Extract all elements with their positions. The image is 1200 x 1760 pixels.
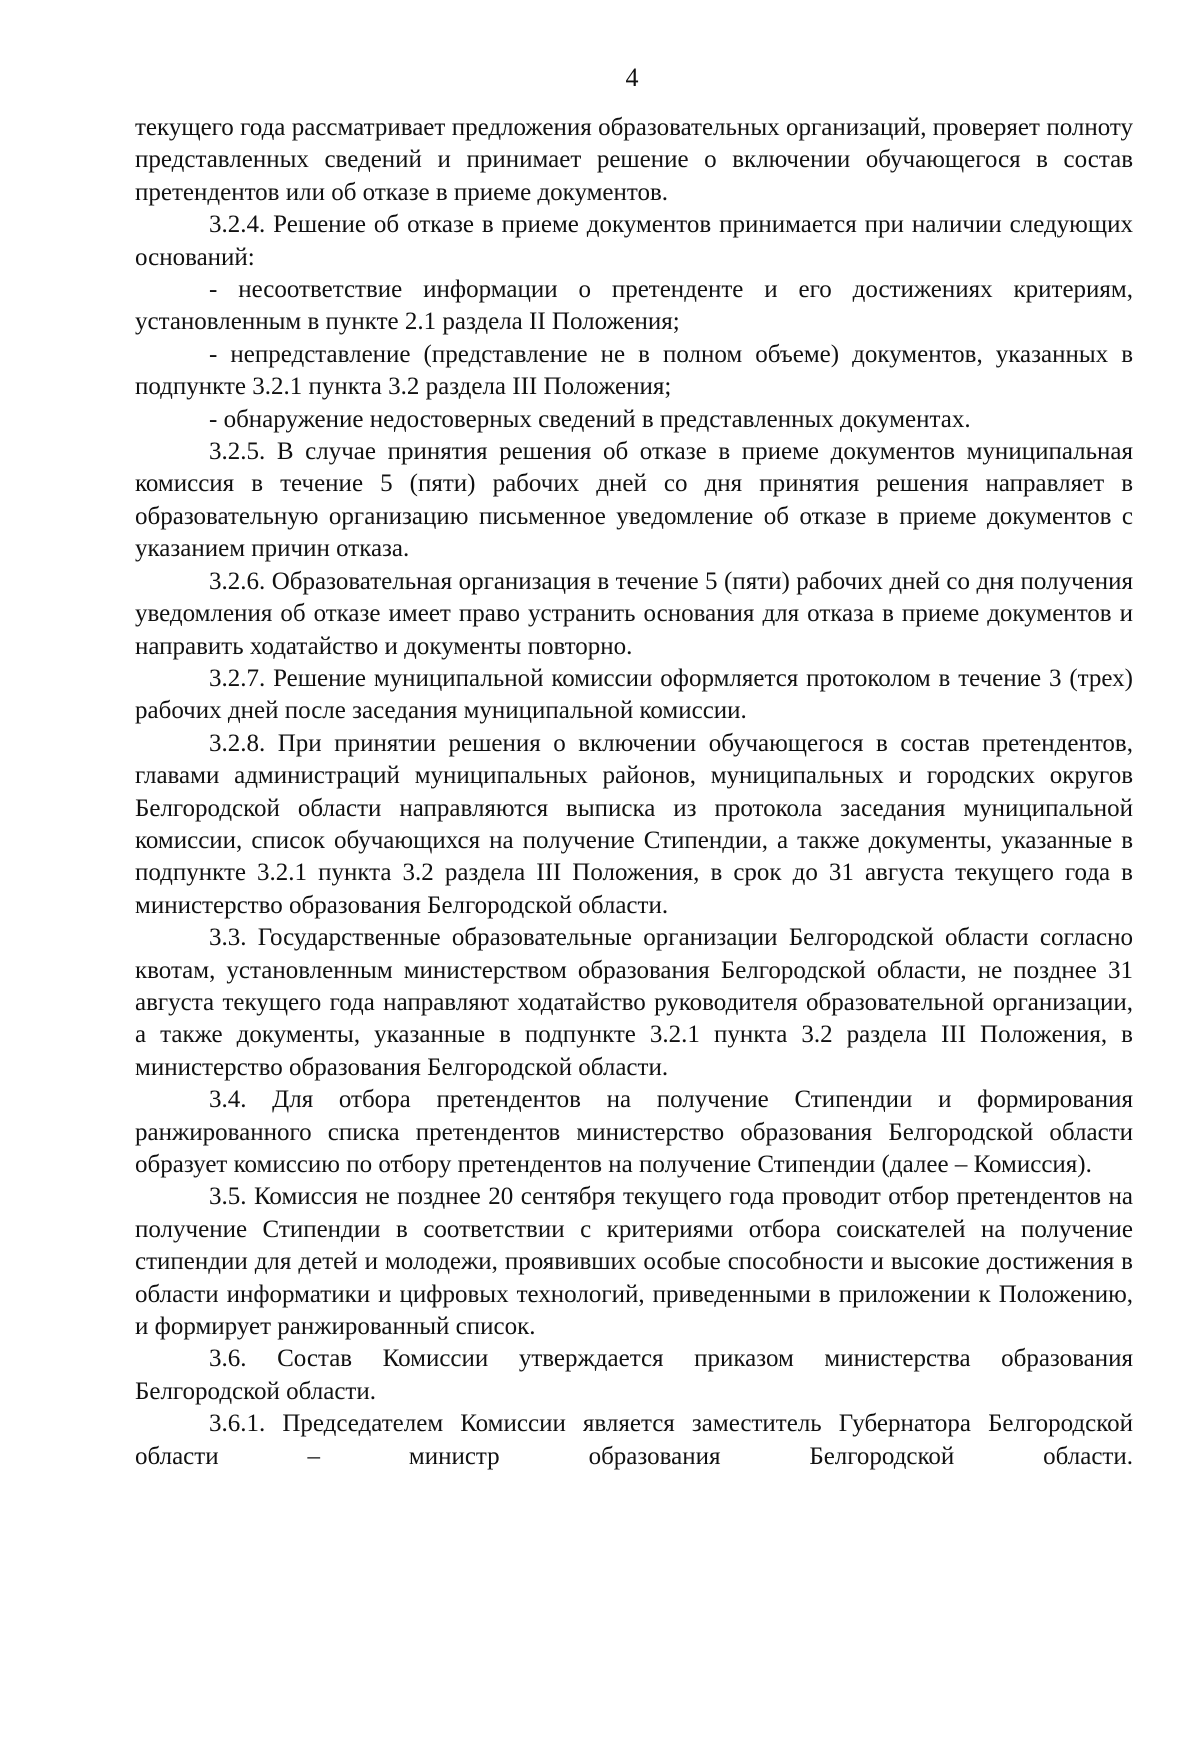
paragraph-3-2-4: 3.2.4. Решение об отказе в приеме документов принимается при наличии следующих оснований:: [135, 211, 1133, 271]
paragraph-3-5: 3.5. Комиссия не позднее 20 сентября текущего года проводит отбор претендентов на получение Стипендии в соответствии с критериями отбора соискателей на получение стипендии для детей и молодежи, проявивших особые способности и высокие достижения в области информатики и цифровых технологий, приведенными в приложении к Положению, и формирует ранжированный список.: [135, 1183, 1133, 1341]
paragraph-3-6-1: 3.6.1. Председателем Комиссии является заместитель Губернатора Белгородской области – министр образования Белгородской области.: [135, 1410, 1133, 1470]
list-item-unreliable-info: - обнаружение недостоверных сведений в представленных документах.: [209, 405, 971, 433]
list-item-mismatch: - несоответствие информации о претенденте и его достижениях критериям, установленным в пункте 2.1 раздела II Положения;: [135, 276, 1133, 336]
paragraph-continuation: текущего года рассматривает предложения образовательных организаций, проверяет полноту представленных сведений и принимает решение о включении обучающегося в состав претендентов или об отказе в приеме документов.: [135, 114, 1133, 206]
paragraph-3-2-5: 3.2.5. В случае принятия решения об отказе в приеме документов муниципальная комиссия в течение 5 (пяти) рабочих дней со дня принятия решения направляет в образовательную организацию письменное уведомление об отказе в приеме документов с указанием причин отказа.: [135, 438, 1133, 563]
paragraph-3-2-8: 3.2.8. При принятии решения о включении обучающегося в состав претендентов, главами администраций муниципальных районов, муниципальных и городских округов Белгородской области направляются выписка из протокола заседания муниципальной комиссии, список обучающихся на получение Стипендии, а также документы, указанные в подпункте 3.2.1 пункта 3.2 раздела III Положения, в срок до 31 августа текущего года в министерство образования Белгородской области.: [135, 729, 1133, 919]
paragraph-3-3: 3.3. Государственные образовательные организации Белгородской области согласно квотам, установленным министерством образования Белгородской области, не позднее 31 августа текущего года направляют ходатайство руководителя образовательной организации, а также документы, указанные в подпункте 3.2.1 пункта 3.2 раздела III Положения, в министерство образования Белгородской области.: [135, 924, 1133, 1081]
page-number: 4: [625, 63, 639, 92]
paragraph-3-2-6: 3.2.6. Образовательная организация в течение 5 (пяти) рабочих дней со дня получения уведомления об отказе имеет право устранить основания для отказа в приеме документов и направить ходатайство и документы повторно.: [135, 567, 1133, 660]
document-body: [135, 112, 1133, 1473]
paragraph-3-6: 3.6. Состав Комиссии утверждается приказом министерства образования Белгородской области.: [135, 1345, 1133, 1405]
paragraph-3-4: 3.4. Для отбора претендентов на получение Стипендии и формирования ранжированного списка претендентов министерство образования Белгородской области образует комиссию по отбору претендентов на получение Стипендии (далее – Комиссия).: [135, 1086, 1133, 1178]
paragraph-3-2-7: 3.2.7. Решение муниципальной комиссии оформляется протоколом в течение 3 (трех) рабочих дней после заседания муниципальной комиссии.: [135, 664, 1133, 725]
list-item-non-submission: - непредставление (представление не в полном объеме) документов, указанных в подпункте 3.2.1 пункта 3.2 раздела III Положения;: [135, 340, 1133, 401]
